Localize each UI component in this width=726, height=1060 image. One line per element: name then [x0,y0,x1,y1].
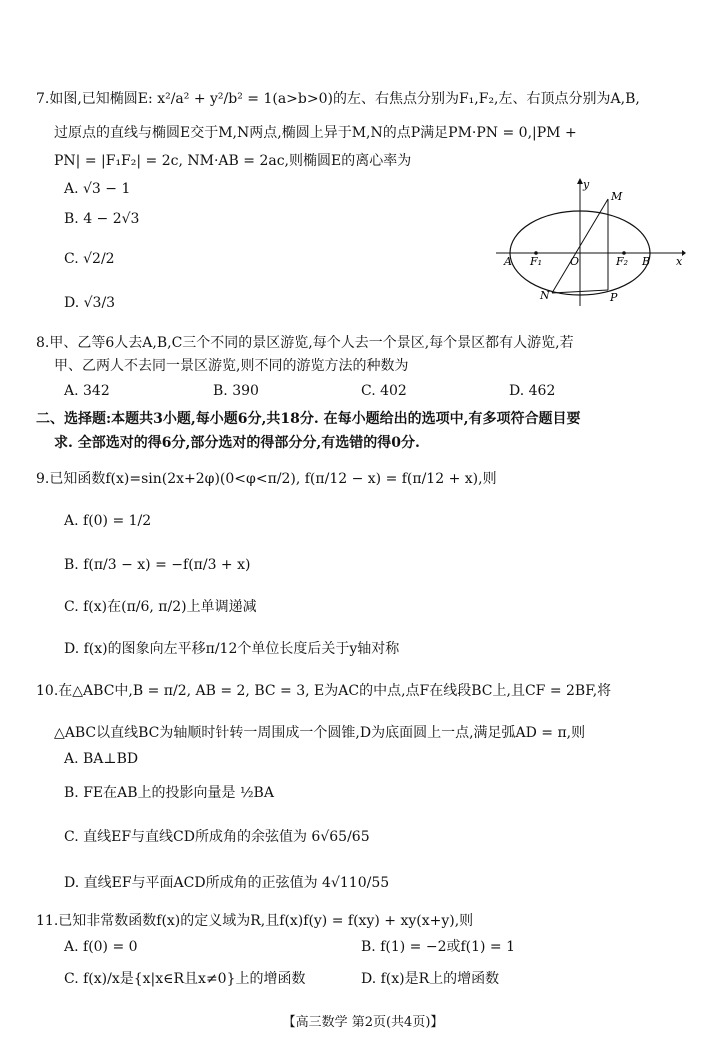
q11-option-b: B. f(1) = −2或f(1) = 1 [361,939,516,955]
q9-option-c: C. f(x)在(π/6, π/2)上单调递减 [64,599,257,615]
q9-stem: 9.已知函数f(x)=sin(2x+2φ)(0<φ<π/2), f(π/12 − x) = f(π/12 + x),则 [36,471,497,487]
q7-option-b: B. 4 − 2√3 [64,211,140,227]
q8-option-b: B. 390 [213,383,259,399]
q8-stem-line-2: 甲、乙两人不去同一景区游览,则不同的游览方法的种数为 [54,358,409,374]
q11-option-c: C. f(x)/x是{x|x∈R且x≠0}上的增函数 [64,971,306,987]
q9-option-a: A. f(0) = 1/2 [64,513,152,529]
label-p: P [610,291,618,304]
label-f2: F₂ [616,255,629,268]
q8-option-d: D. 462 [509,383,556,399]
label-a: A [504,255,512,268]
label-f1: F₁ [530,255,543,268]
q7-option-c: C. √2/2 [64,251,115,267]
q7-stem-line-1: 7.如图,已知椭圆E: x²/a² + y²/b² = 1(a>b>0)的左、右焦点分别为F₁,F₂,左、右顶点分别为A,B, [36,91,640,107]
q8-options-row [0,382,726,400]
q10-stem-line-2: △ABC以直线BC为轴顺时针转一周围成一个圆锥,D为底面圆上一点,满足弧AD = π,则 [54,725,586,741]
section-2-heading-line-2: 求. 全部选对的得6分,部分选对的得部分分,有选错的得0分. [54,435,420,451]
q11-option-d: D. f(x)是R上的增函数 [361,971,500,987]
label-y: y [583,178,590,191]
q9-option-b: B. f(π/3 − x) = −f(π/3 + x) [64,557,251,573]
label-b: B [642,255,651,268]
q10-stem-line-1: 10.在△ABC中,B = π/2, AB = 2, BC = 3, E为AC的中点,点F在线段BC上,且CF = 2BF,将 [36,683,612,699]
q8-option-a: A. 342 [64,383,110,399]
q11-option-a: A. f(0) = 0 [64,939,138,955]
q7-stem-line-2: 过原点的直线与椭圆E交于M,N两点,椭圆上异于M,N的点P满足PM·PN = 0,|PM + [54,125,577,141]
q10-option-d: D. 直线EF与平面ACD所成角的正弦值为 4√110/55 [64,875,390,891]
q10-option-b: B. FE在AB上的投影向量是 ½BA [64,785,274,801]
q7-option-a: A. √3 − 1 [64,181,131,197]
q9-option-d: D. f(x)的图象向左平移π/12个单位长度后关于y轴对称 [64,641,400,657]
label-m: M [611,190,623,203]
label-n: N [540,289,550,302]
q10-option-a: A. BA⊥BD [64,751,139,767]
q8-option-c: C. 402 [361,383,407,399]
section-2-heading-line-1: 二、选择题:本题共3小题,每小题6分,共18分. 在每小题给出的选项中,有多项符合题目要 [36,411,581,427]
ellipse-figure [496,178,686,308]
q7-option-d: D. √3/3 [64,295,116,311]
q7-stem-line-3: PN| = |F₁F₂| = 2c, NM·AB = 2ac,则椭圆E的离心率为 [54,153,412,169]
q11-stem: 11.已知非常数函数f(x)的定义域为R,且f(x)f(y) = f(xy) + xy(x+y),则 [36,913,474,929]
label-x: x [676,255,683,268]
page-footer: 【高三数学 第2页(共4页)】 [282,1015,444,1030]
q8-stem-line-1: 8.甲、乙等6人去A,B,C三个不同的景区游览,每个人去一个景区,每个景区都有人游览,若 [36,335,574,351]
x-axis-arrow-icon [682,250,686,256]
label-o: O [570,255,580,268]
q10-option-c: C. 直线EF与直线CD所成角的余弦值为 6√65/65 [64,829,370,845]
